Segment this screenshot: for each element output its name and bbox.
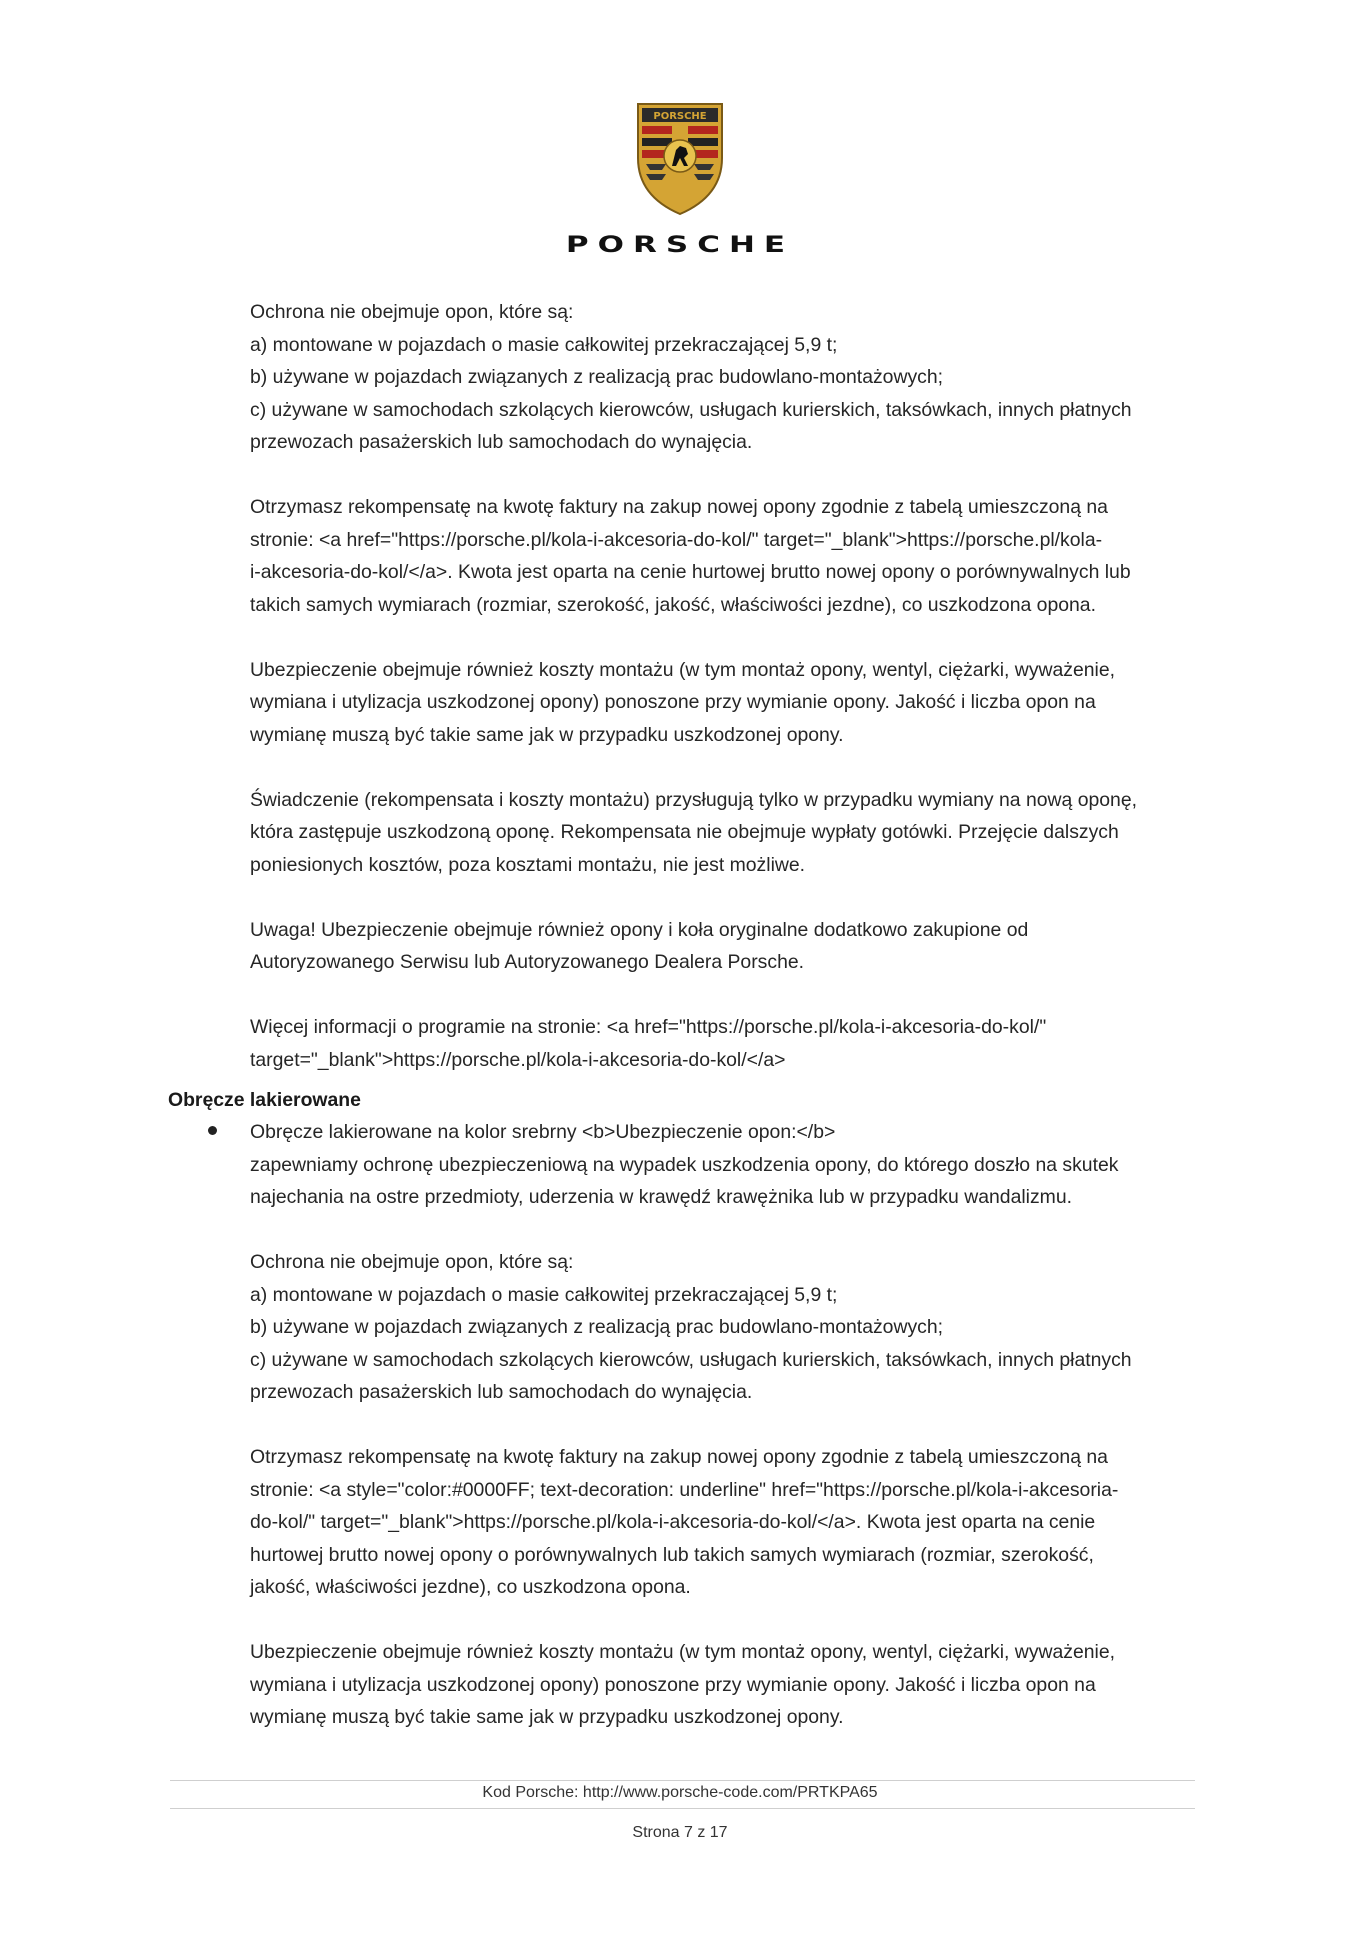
section-heading-obrecze-lakierowane: Obręcze lakierowane xyxy=(168,1089,361,1111)
text-line: b) używane w pojazdach związanych z realizacją prac budowlano-montażowych; xyxy=(250,1316,944,1338)
section-1-content xyxy=(250,296,1190,1076)
text-line: jakość, właściwości jezdne), co uszkodzona opona. xyxy=(250,1576,691,1598)
bullet-dot-icon xyxy=(208,1126,217,1135)
text-line: Ubezpieczenie obejmuje również koszty montażu (w tym montaż opony, wentyl, ciężarki, wyważenie, xyxy=(250,658,1116,681)
exclusions-paragraph xyxy=(250,1246,1190,1409)
text-line: target="_blank">https://porsche.pl/kola-i-akcesoria-do-kol/</a> xyxy=(250,1048,786,1071)
exclusions-paragraph xyxy=(250,296,1190,459)
text-line: i-akcesoria-do-kol/</a>. Kwota jest oparta na cenie hurtowej brutto nowej opony o porównywalnych lub xyxy=(250,561,1131,583)
text-line: która zastępuje uszkodzoną oponę. Rekompensata nie obejmuje wypłaty gotówki. Przejęcie dalszych xyxy=(250,821,1119,843)
footer-porsche-code: Kod Porsche: http://www.porsche-code.com/PRTKPA65 xyxy=(482,1784,878,1801)
text-line: Obręcze lakierowane na kolor srebrny <b>Ubezpieczenie opon:</b> xyxy=(250,1121,836,1143)
porsche-wordmark: PORSCHE xyxy=(565,232,795,258)
text-line: Autoryzowanego Serwisu lub Autoryzowanego Dealera Porsche. xyxy=(250,951,805,973)
text-line: wymianę muszą być takie same jak w przypadku uszkodzonej opony. xyxy=(250,723,844,746)
compensation-paragraph xyxy=(250,1441,1190,1604)
text-line: c) używane w samochodach szkolących kierowców, usługach kurierskich, taksówkach, innych płatnych xyxy=(250,1348,1132,1371)
bullet-paragraph xyxy=(250,1116,1190,1214)
text-line: Uwaga! Ubezpieczenie obejmuje również opony i koła oryginalne dodatkowo zakupione od xyxy=(250,918,1029,941)
benefit-paragraph xyxy=(250,784,1190,882)
text-line: b) używane w pojazdach związanych z realizacją prac budowlano-montażowych; xyxy=(250,366,944,388)
text-line: przewozach pasażerskich lub samochodach do wynajęcia. xyxy=(250,431,753,453)
text-line: przewozach pasażerskich lub samochodach do wynajęcia. xyxy=(250,1381,753,1403)
text-line: najechania na ostre przedmioty, uderzenia w krawędź krawężnika lub w przypadku wandalizmu. xyxy=(250,1186,1072,1208)
text-line: takich samych wymiarach (rozmiar, szerokość, jakość, właściwości jezdne), co uszkodzona opona. xyxy=(250,593,1096,616)
text-line: hurtowej brutto nowej opony o porównywalnych lub takich samych wymiarach (rozmiar, szerokość, xyxy=(250,1543,1094,1566)
text-line: wymianę muszą być takie same jak w przypadku uszkodzonej opony. xyxy=(250,1706,844,1728)
text-line: Otrzymasz rekompensatę na kwotę faktury na zakup nowej opony zgodnie z tabelą umieszczoną na xyxy=(250,496,1108,518)
porsche-crest-icon xyxy=(632,100,728,218)
installation-paragraph xyxy=(250,1636,1190,1734)
porsche-crest-logo xyxy=(0,100,1360,218)
text-line: Ochrona nie obejmuje opon, które są: xyxy=(250,1251,574,1273)
text-line: zapewniamy ochronę ubezpieczeniową na wypadek uszkodzenia opony, do którego doszło na skutek xyxy=(250,1153,1119,1176)
compensation-paragraph xyxy=(250,491,1190,621)
note-paragraph xyxy=(250,914,1190,979)
text-line: wymiana i utylizacja uszkodzonej opony) ponoszone przy wymianie opony. Jakość i liczba opon na xyxy=(250,691,1096,713)
more-info-paragraph xyxy=(250,1011,1190,1076)
text-line: Świadczenie (rekompensata i koszty montażu) przysługują tylko w przypadku wymiany na nową oponę, xyxy=(250,788,1138,811)
text-line: Otrzymasz rekompensatę na kwotę faktury na zakup nowej opony zgodnie z tabelą umieszczoną na xyxy=(250,1446,1108,1468)
installation-paragraph xyxy=(250,654,1190,752)
text-line: c) używane w samochodach szkolących kierowców, usługach kurierskich, taksówkach, innych płatnych xyxy=(250,398,1132,421)
text-line: Więcej informacji o programie na stronie: <a href="https://porsche.pl/kola-i-akcesoria-do-kol/" xyxy=(250,1016,1047,1038)
text-line: stronie: <a style="color:#0000FF; text-decoration: underline" href="https://porsche.pl/kola-i-akcesoria- xyxy=(250,1478,1119,1501)
text-line: Ochrona nie obejmuje opon, które są: xyxy=(250,301,574,323)
text-line: stronie: <a href="https://porsche.pl/kola-i-akcesoria-do-kol/" target="_blank">https://porsche.pl/kola- xyxy=(250,528,1103,551)
page-number: Strona 7 z 17 xyxy=(632,1824,728,1841)
footer-divider-top xyxy=(170,1780,1195,1781)
footer-divider-bottom xyxy=(170,1808,1195,1809)
text-line: wymiana i utylizacja uszkodzonej opony) ponoszone przy wymianie opony. Jakość i liczba opon na xyxy=(250,1673,1096,1696)
crest-label: PORSCHE xyxy=(653,111,707,122)
text-line: poniesionych kosztów, poza kosztami montażu, nie jest możliwe. xyxy=(250,853,806,876)
text-line: Ubezpieczenie obejmuje również koszty montażu (w tym montaż opony, wentyl, ciężarki, wyważenie, xyxy=(250,1641,1116,1663)
text-line: a) montowane w pojazdach o masie całkowitej przekraczającej 5,9 t; xyxy=(250,1283,838,1306)
text-line: do-kol/" target="_blank">https://porsche.pl/kola-i-akcesoria-do-kol/</a>. Kwota jest oparta na cenie xyxy=(250,1511,1096,1533)
text-line: a) montowane w pojazdach o masie całkowitej przekraczającej 5,9 t; xyxy=(250,333,838,356)
section-2-content xyxy=(250,1116,1190,1766)
